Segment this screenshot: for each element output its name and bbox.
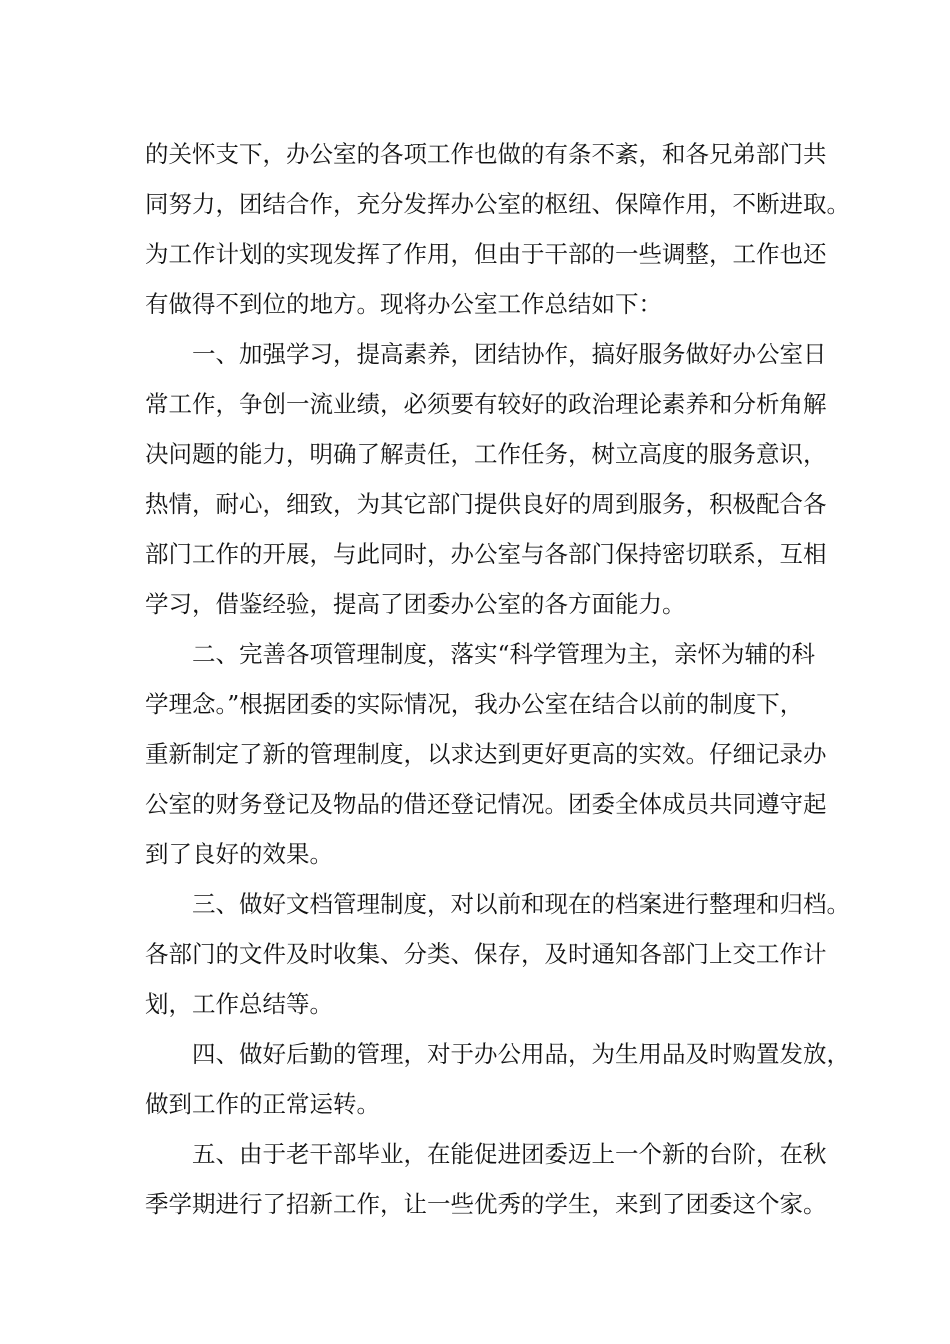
- text-line-8: 热情，耐心，细致，为其它部门提供良好的周到服务，积极配合各: [145, 490, 827, 518]
- text-line-3: 为工作计划的实现发挥了作用，但由于干部的一些调整，工作也还: [145, 240, 827, 268]
- text-line-2: 同努力，团结合作，充分发挥办公室的枢纽、保障作用，不断进取。: [145, 190, 850, 218]
- text-line-14: 公室的财务登记及物品的借还登记情况。团委全体成员共同遵守起: [145, 790, 827, 818]
- text-line-13: 重新制定了新的管理制度，以求达到更好更高的实效。仔细记录办: [145, 740, 827, 768]
- text-line-1: 的关怀支下，办公室的各项工作也做的有条不紊，和各兄弟部门共: [145, 140, 827, 168]
- text-line-20: 做到工作的正常运转。: [145, 1090, 380, 1118]
- section-1-heading-line: 一、加强学习，提高素养，团结协作，搞好服务做好办公室日: [192, 340, 827, 368]
- text-line-15: 到了良好的效果。: [145, 840, 333, 868]
- text-line-9: 部门工作的开展，与此同时，办公室与各部门保持密切联系，互相: [145, 540, 827, 568]
- text-line-7: 决问题的能力，明确了解责任，工作任务，树立高度的服务意识，: [145, 440, 827, 468]
- section-5-heading-line: 五、由于老干部毕业，在能促进团委迈上一个新的台阶，在秋: [192, 1140, 827, 1168]
- text-line-6: 常工作，争创一流业绩，必须要有较好的政治理论素养和分析角解: [145, 390, 827, 418]
- text-line-17: 各部门的文件及时收集、分类、保存，及时通知各部门上交工作计: [145, 940, 827, 968]
- text-line-18: 划，工作总结等。: [145, 990, 333, 1018]
- text-line-22: 季学期进行了招新工作，让一些优秀的学生，来到了团委这个家。: [145, 1190, 827, 1218]
- section-3-heading-line: 三、做好文档管理制度，对以前和现在的档案进行整理和归档。: [192, 890, 850, 918]
- text-line-12: 学理念。”根据团委的实际情况，我办公室在结合以前的制度下，: [145, 690, 804, 718]
- section-4-heading-line: 四、做好后勤的管理，对于办公用品，为生用品及时购置发放，: [192, 1040, 850, 1068]
- text-line-10: 学习，借鉴经验，提高了团委办公室的各方面能力。: [145, 590, 686, 618]
- section-2-heading-line: 二、完善各项管理制度，落实“科学管理为主，亲怀为辅的科: [192, 640, 816, 668]
- text-line-4: 有做得不到位的地方。现将办公室工作总结如下：: [145, 290, 662, 318]
